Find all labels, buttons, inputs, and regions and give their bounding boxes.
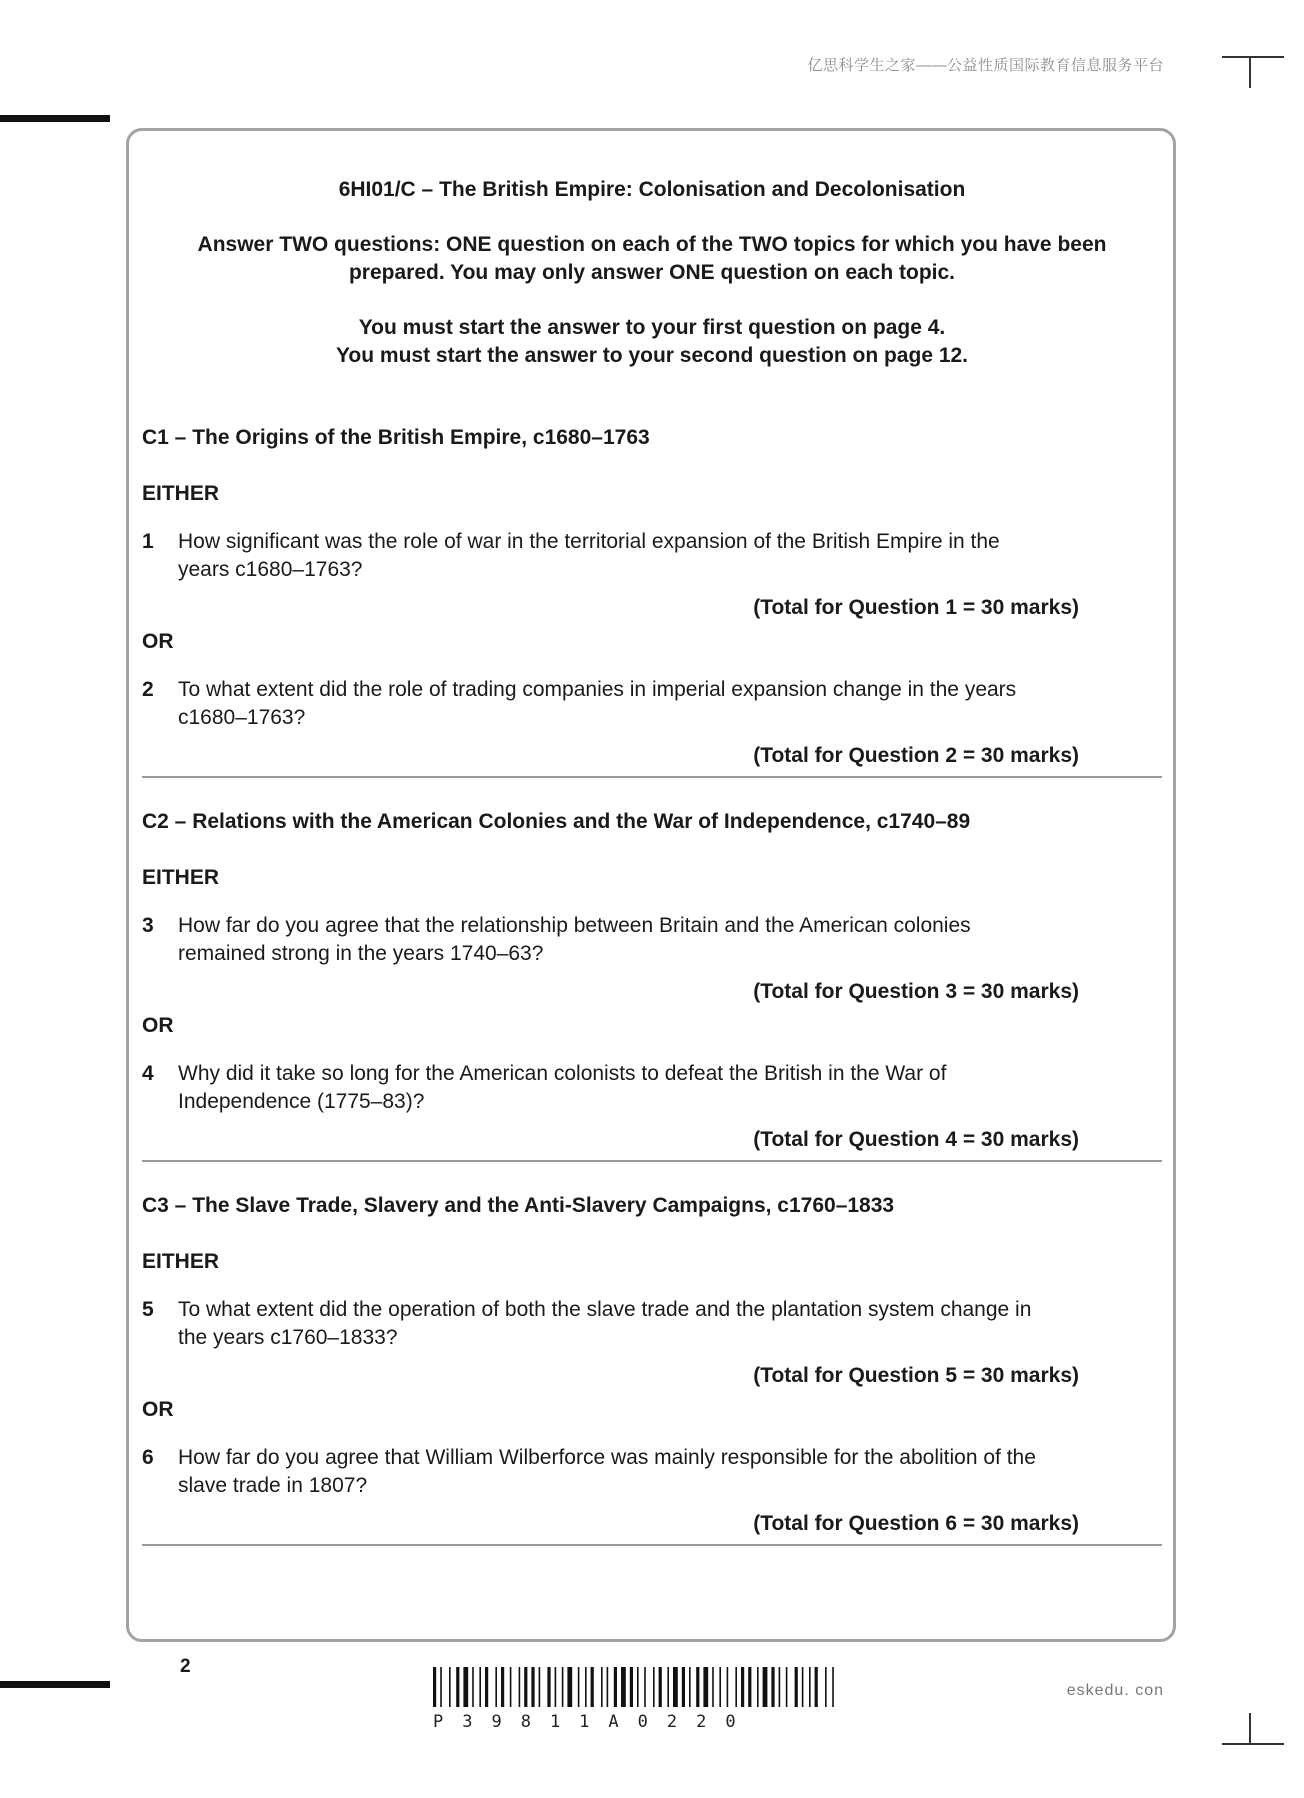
or-label: OR xyxy=(142,1398,174,1421)
either-label: EITHER xyxy=(142,866,220,889)
question-text: To what extent did the role of trading companies in imperial expansion change in the years c1680–1763? xyxy=(178,678,1017,729)
barcode-bar xyxy=(485,1667,488,1707)
barcode-bar xyxy=(703,1667,708,1707)
barcode-bar xyxy=(795,1667,798,1707)
question-text: How significant was the role of war in the territorial expansion of the British Empire in the years c1680–1763? xyxy=(178,530,1000,581)
barcode-bar xyxy=(832,1667,834,1707)
barcode-bar xyxy=(682,1667,685,1707)
question-4 xyxy=(142,1060,1162,1116)
barcode-bar xyxy=(757,1667,759,1707)
barcode-bar xyxy=(555,1667,557,1707)
barcode-bar xyxy=(501,1667,504,1707)
barcode-bar xyxy=(614,1667,617,1707)
or-label: OR xyxy=(142,1014,174,1037)
question-3 xyxy=(142,912,1162,968)
crop-mark-top-right xyxy=(1222,56,1284,58)
page-number: 2 xyxy=(180,1656,191,1677)
barcode-bar xyxy=(673,1667,678,1707)
site-watermark: eskedu. con xyxy=(1066,1682,1164,1699)
barcode-bar xyxy=(644,1667,646,1707)
barcode-bar xyxy=(562,1667,564,1707)
question-total: (Total for Question 2 = 30 marks) xyxy=(753,744,1079,767)
barcode-bar xyxy=(621,1667,626,1707)
barcode-bar xyxy=(735,1667,737,1707)
barcode-bar xyxy=(659,1667,662,1707)
question-number: 4 xyxy=(142,1062,154,1085)
barcode-bar xyxy=(456,1667,459,1707)
barcode-bar xyxy=(433,1667,436,1707)
exam-content xyxy=(142,176,1162,1546)
start-page-instructions xyxy=(142,314,1162,370)
section-c2 xyxy=(142,808,1162,1162)
question-total: (Total for Question 3 = 30 marks) xyxy=(753,980,1079,1003)
barcode-bar xyxy=(630,1667,633,1707)
barcode-bar xyxy=(689,1667,691,1707)
barcode-bar xyxy=(815,1667,818,1707)
question-number: 2 xyxy=(142,678,154,701)
start-line-2: You must start the answer to your second question on page 12. xyxy=(335,344,969,367)
answer-instructions xyxy=(142,231,1162,287)
barcode-bar xyxy=(440,1667,442,1707)
barcode-number: P39811A0220 xyxy=(433,1712,755,1732)
barcode-bar xyxy=(825,1667,827,1707)
barcode-bar xyxy=(802,1667,804,1707)
instructions-line-2: prepared. You may only answer ONE question on each topic. xyxy=(348,261,956,284)
question-5 xyxy=(142,1296,1162,1352)
question-6 xyxy=(142,1444,1162,1500)
either-label: EITHER xyxy=(142,482,220,505)
barcode-bar xyxy=(510,1667,512,1707)
section-c1 xyxy=(142,424,1162,778)
barcode-bar xyxy=(653,1667,655,1707)
barcode-bar xyxy=(809,1667,811,1707)
question-2 xyxy=(142,676,1162,732)
crop-mark-top-right-vertical xyxy=(1249,56,1251,88)
crop-mark-bottom-right xyxy=(1222,1743,1284,1745)
question-text: Why did it take so long for the American colonists to defeat the British in the War of Independence (1775–83)? xyxy=(178,1062,947,1113)
barcode-bar xyxy=(719,1667,721,1707)
instructions-line-1: Answer TWO questions: ONE question on each of the TWO topics for which you have been xyxy=(197,233,1107,256)
barcode-bar xyxy=(786,1667,788,1707)
barcode-image xyxy=(433,1667,873,1707)
barcode-bar xyxy=(547,1667,550,1707)
barcode-bar xyxy=(567,1667,572,1707)
section-divider xyxy=(142,776,1162,778)
question-total: (Total for Question 6 = 30 marks) xyxy=(753,1512,1079,1535)
barcode-bar xyxy=(696,1667,699,1707)
question-total: (Total for Question 5 = 30 marks) xyxy=(753,1364,1079,1387)
start-line-1: You must start the answer to your first question on page 4. xyxy=(358,316,946,339)
question-1 xyxy=(142,528,1162,584)
question-text: To what extent did the operation of both the slave trade and the plantation system change in the years c1760–1833? xyxy=(178,1298,1032,1349)
barcode-bar xyxy=(449,1667,451,1707)
barcode-bar xyxy=(637,1667,639,1707)
barcode-bar xyxy=(748,1667,751,1707)
barcode-bar xyxy=(601,1667,603,1707)
barcode-bar xyxy=(472,1667,474,1707)
barcode-bar xyxy=(531,1667,534,1707)
barcode-bar xyxy=(539,1667,541,1707)
question-text: How far do you agree that the relationship between Britain and the American colonies remained strong in the years 1740–63? xyxy=(178,914,971,965)
paper-title: 6HI01/C – The British Empire: Colonisation and Decolonisation xyxy=(338,178,966,201)
barcode-bar xyxy=(578,1667,580,1707)
section-title: C3 – The Slave Trade, Slavery and the Anti-Slavery Campaigns, c1760–1833 xyxy=(142,1194,895,1217)
question-number: 5 xyxy=(142,1298,154,1321)
barcode-bar xyxy=(479,1667,481,1707)
section-c3 xyxy=(142,1192,1162,1546)
barcode-bar xyxy=(524,1667,527,1707)
barcode-bar xyxy=(771,1667,774,1707)
barcode-bar xyxy=(519,1667,521,1707)
barcode-bar xyxy=(779,1667,781,1707)
barcode-bar xyxy=(741,1667,744,1707)
barcode-bar xyxy=(585,1667,587,1707)
section-title: C1 – The Origins of the British Empire, c1680–1763 xyxy=(142,426,650,449)
either-label: EITHER xyxy=(142,1250,220,1273)
section-divider xyxy=(142,1160,1162,1162)
section-divider xyxy=(142,1544,1162,1546)
margin-bar-bottom xyxy=(0,1681,110,1688)
question-number: 6 xyxy=(142,1446,154,1469)
barcode-bar xyxy=(712,1667,714,1707)
question-text: How far do you agree that William Wilberforce was mainly responsible for the abolition of the slave trade in 1807? xyxy=(178,1446,1036,1497)
barcode-bar xyxy=(763,1667,768,1707)
barcode-bar xyxy=(591,1667,594,1707)
question-number: 3 xyxy=(142,914,154,937)
barcode-bar xyxy=(607,1667,609,1707)
barcode-bar xyxy=(495,1667,497,1707)
question-number: 1 xyxy=(142,530,154,553)
barcode-bar xyxy=(463,1667,468,1707)
crop-mark-bottom-right-vertical xyxy=(1249,1713,1251,1745)
barcode-bar xyxy=(667,1667,669,1707)
or-label: OR xyxy=(142,630,174,653)
header-watermark: 亿思科学生之家——公益性质国际教育信息服务平台 xyxy=(807,57,1164,74)
question-total: (Total for Question 1 = 30 marks) xyxy=(753,596,1079,619)
barcode-bar xyxy=(727,1667,729,1707)
section-title: C2 – Relations with the American Colonies and the War of Independence, c1740–89 xyxy=(142,810,971,833)
question-total: (Total for Question 4 = 30 marks) xyxy=(753,1128,1079,1151)
margin-bar-top xyxy=(0,115,110,122)
